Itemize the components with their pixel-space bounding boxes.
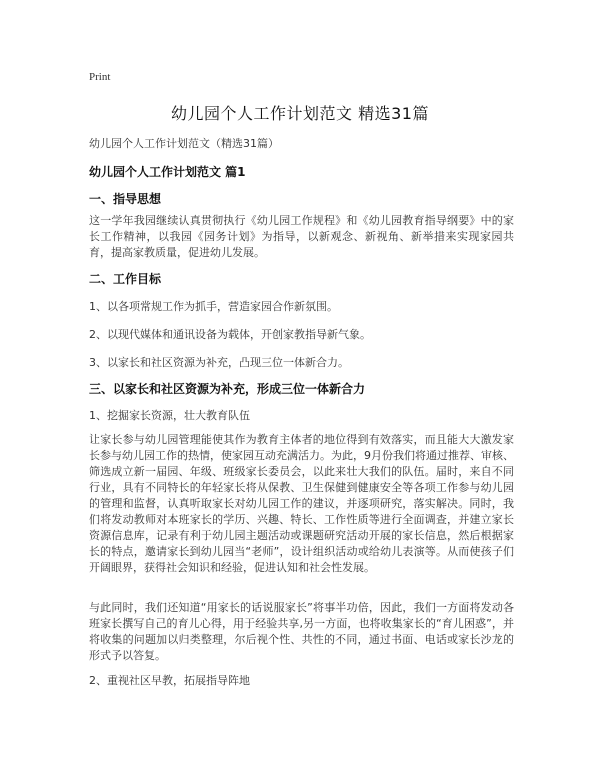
paragraph-parent-experience: 与此同时，我们还知道“用家长的话说服家长”将事半功倍，因此，我们一方面将发动各班家长撰写自己的育儿心得，用于经验共享,另一方面，也将收集家长的“育儿困惑”，并将收集的问题加以归类整理，尔后视个性、共性的不同，通过书面、电话或家长沙龙的形式予以答复。	[89, 601, 514, 662]
paragraph-parent-participation: 让家长参与幼儿园管理能使其作为教育主体者的地位得到有效落实，而且能大大激发家长参与幼儿园工作的热情，使家园互动充满活力。为此，9月份我们将通过推荐、审核、筛选成立新一届园、年级、班级家长委员会，以此来壮大我们的队伍。届时，来自不同行业，具有不同特长的年轻家长将从保教、卫生保健到健康安全等各项工作参与幼儿园的管理和监督，认真听取家长对幼儿园工作的建议，并逐项研究，落实解决。同时，我们将发动教师对本班家长的学历、兴趣、特长、工作性质等进行全面调查，并建立家长资源信息库，记录有利于幼儿园主题活动或课题研究活动开展的家长信息，然后根据家长的特点，邀请家长到幼儿园当“老师”，设计组织活动或给幼儿表演等。从而使孩子们开阔眼界，获得社会知识和经验，促进认知和社会性发展。	[89, 433, 514, 574]
goal-item-2: 2、以现代媒体和通讯设备为载体，开创家教指导新气象。	[89, 328, 371, 341]
goal-item-3: 3、以家长和社区资源为补充，凸现三位一体新合力。	[89, 356, 349, 369]
article-heading: 幼儿园个人工作计划范文 篇1	[89, 165, 246, 179]
subsection-community-education: 2、重视社区早教，拓展指导阵地	[89, 674, 250, 687]
section-heading-guiding-ideology: 一、指导思想	[89, 192, 162, 206]
section-heading-work-goals: 二、工作目标	[89, 272, 162, 286]
section-heading-resources: 三、以家长和社区资源为补充，形成三位一体新合力	[89, 382, 366, 396]
document-title: 幼儿园个人工作计划范文 精选31篇	[171, 104, 429, 123]
document-subtitle: 幼儿园个人工作计划范文（精选31篇）	[89, 137, 279, 150]
goal-item-1: 1、以各项常规工作为抓手，营造家园合作新氛围。	[89, 300, 338, 313]
paragraph-guiding-ideology: 这一学年我园继续认真贯彻执行《幼儿园工作规程》和《幼儿园教育指导纲要》中的家长工作精神，以我园《园务计划》为指导，以新观念、新视角、新举措来实现家园共育，提高家教质量，促进幼儿发展。	[89, 214, 514, 259]
print-link[interactable]: Print	[89, 71, 111, 83]
subsection-parent-resources: 1、挖掘家长资源，壮大教育队伍	[89, 409, 250, 422]
